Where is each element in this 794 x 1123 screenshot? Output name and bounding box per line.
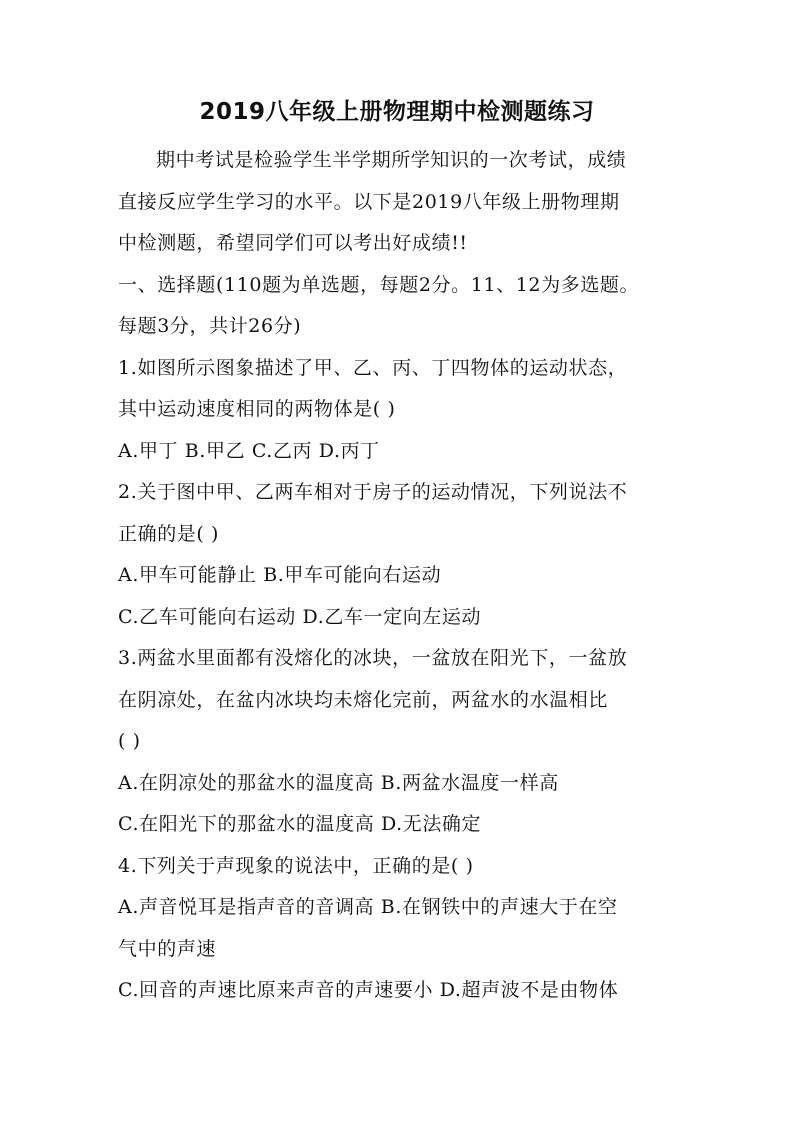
question-2-options-cd: C.乙车可能向右运动 D.乙车一定向左运动	[118, 605, 482, 628]
section-heading-line-1: 一、选择题(110题为单选题，每题2分。11、12为多选题。	[118, 273, 640, 296]
question-3-options-ab: A.在阴凉处的那盆水的温度高 B.两盆水温度一样高	[118, 771, 559, 794]
question-1-line-1: 1.如图所示图象描述了甲、乙、丙、丁四物体的运动状态，	[118, 356, 628, 379]
question-2-options-ab: A.甲车可能静止 B.甲车可能向右运动	[118, 564, 442, 586]
document-title: 2019八年级上册物理期中检测题练习	[199, 99, 595, 125]
intro-line-2: 直接反应学生学习的水平。以下是2019八年级上册物理期	[118, 190, 620, 213]
question-3-line-3: ( )	[118, 730, 141, 752]
section-heading-line-2: 每题3分，共计26分)	[118, 315, 302, 337]
question-2-line-1: 2.关于图中甲、乙两车相对于房子的运动情况，下列说法不	[118, 481, 628, 503]
question-2-line-2: 正确的是( )	[118, 522, 220, 545]
question-1-options: A.甲丁 B.甲乙 C.乙丙 D.丙丁	[118, 439, 380, 462]
question-4-options-cd: C.回音的声速比原来声音的声速要小 D.超声波不是由物体	[118, 979, 619, 1001]
question-1-line-2: 其中运动速度相同的两物体是( )	[118, 398, 396, 420]
question-3-line-1: 3.两盆水里面都有没熔化的冰块，一盆放在阳光下，一盆放	[118, 647, 628, 669]
question-3-line-2: 在阴凉处，在盆内冰块均未熔化完前，两盆水的水温相比	[118, 688, 609, 711]
intro-line-1: 期中考试是检验学生半学期所学知识的一次考试，成绩	[156, 149, 627, 171]
intro-line-3: 中检测题，希望同学们可以考出好成绩!!	[118, 232, 468, 254]
question-4-options-ab-line-2: 气中的声速	[118, 937, 217, 960]
question-3-options-cd: C.在阳光下的那盆水的温度高 D.无法确定	[118, 813, 482, 835]
question-4-line-1: 4.下列关于声现象的说法中，正确的是( )	[118, 854, 474, 877]
question-4-options-ab-line-1: A.声音悦耳是指声音的音调高 B.在钢铁中的声速大于在空	[118, 896, 618, 918]
document-body	[118, 140, 678, 1012]
